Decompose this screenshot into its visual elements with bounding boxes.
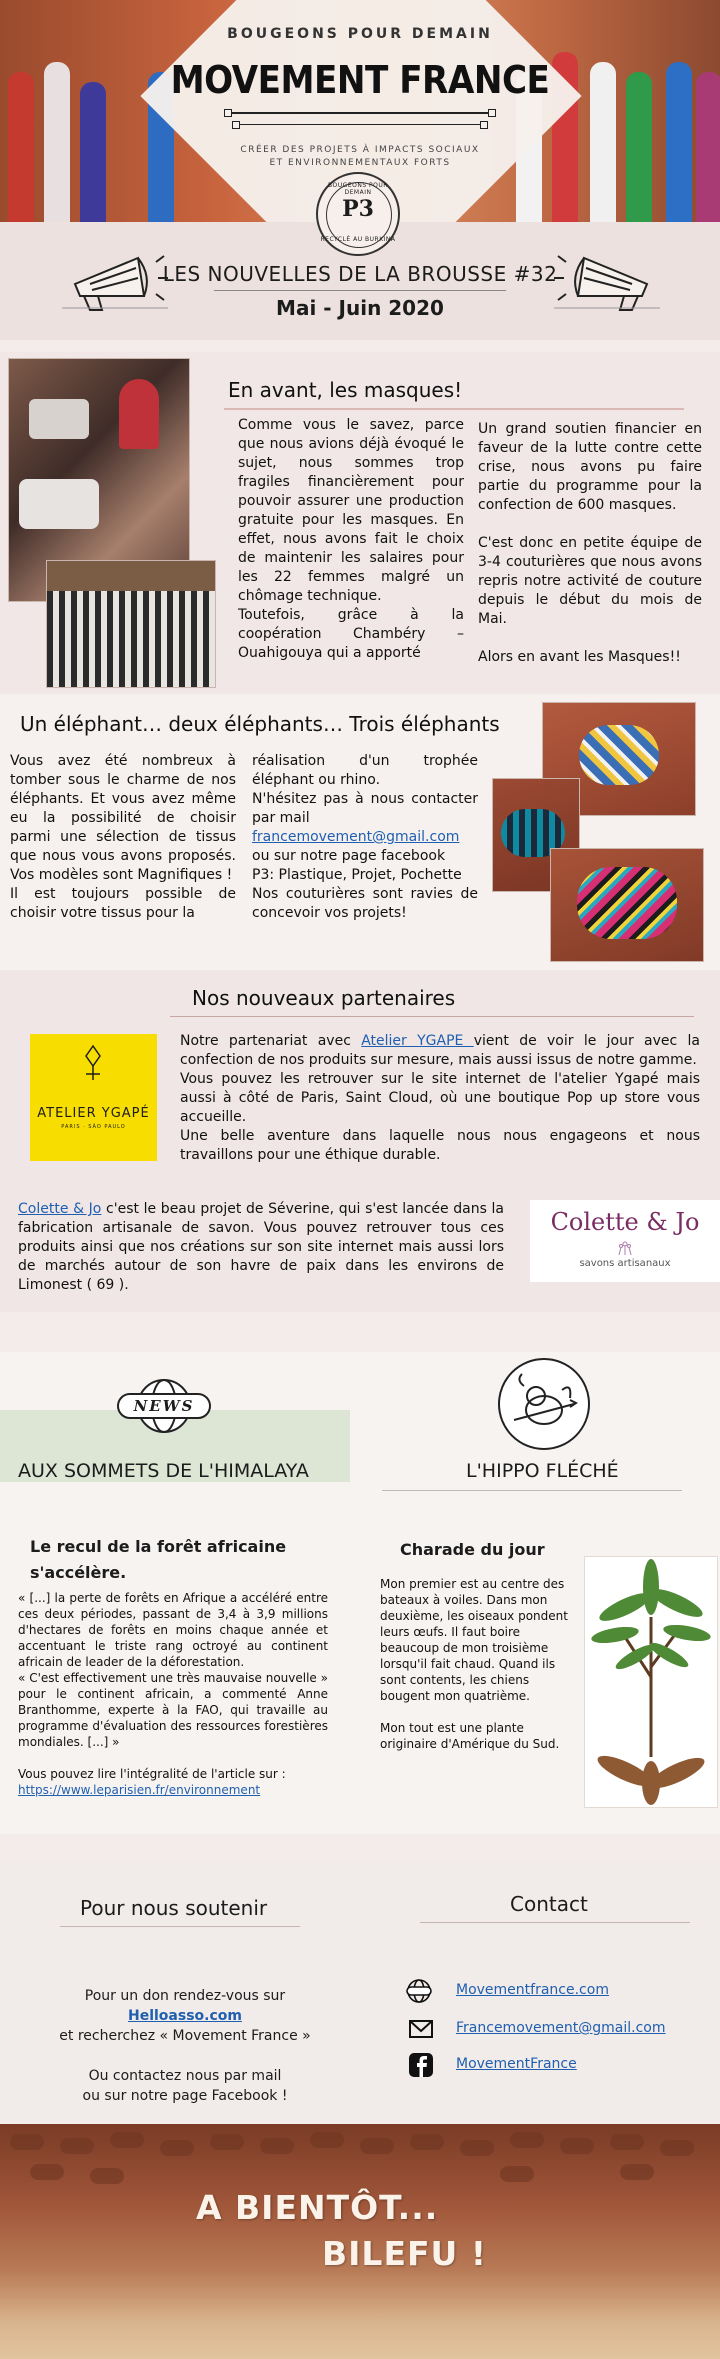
website-link[interactable]: Movementfrance.com	[456, 1982, 609, 1998]
news-badge-text: NEWS	[133, 1397, 195, 1415]
atelier-ygape-link[interactable]: Atelier YGAPE	[361, 1033, 474, 1049]
tagline-line-1: CRÉER DES PROJETS À IMPACTS SOCIAUX	[240, 145, 480, 155]
himalaya-subtitle: Le recul de la forêt africaine s'accélère.	[30, 1537, 287, 1582]
partners-title: Nos nouveaux partenaires	[192, 986, 456, 1010]
ygape-paragraph-1: Notre partenariat avec Atelier YGAPE vient de voir le jour avec la confection de nos produits sur mesure, mais aussi issus de notre gamme.	[180, 1033, 701, 1068]
himalaya-paragraph-2: « C'est effectivement une très mauvaise nouvelle » pour le continent africain, a commenté Anne Branthomme, experte à la FAO, qui travaille au programme d'évaluation des ressources forestières mondiales. [...] »	[18, 1671, 328, 1749]
colette-logo-name: Colette & Jo	[550, 1208, 700, 1236]
masks-col2-paragraph-3: Alors en avant les Masques!!	[478, 649, 681, 665]
support-line-2: et recherchez « Movement France »	[59, 2028, 311, 2044]
elephants-col2-paragraph-5: Nos couturières sont ravies de concevoir vos projets!	[252, 886, 478, 921]
elephants-column-2	[252, 752, 478, 923]
elephant-trophy-photo-3	[550, 848, 704, 962]
cassava-plant-illustration	[584, 1556, 718, 1808]
ygape-paragraph-3: Une belle aventure dans laquelle nous nous engageons et nous travaillons pour une éthique durable.	[180, 1128, 700, 1163]
himalaya-paragraph-1: « [...] la perte de forêts en Afrique a accéléré entre ces deux périodes, passant de 3,4 à 3,9 millions d'hectares de forêts en moins chaque année et accentuant le triste rang octroyé au continent africain de leader de la déforestation.	[18, 1591, 328, 1669]
ygape-logo-sub: PARIS · SÃO PAULO	[61, 1124, 126, 1130]
elephants-col2-paragraph-1: réalisation d'un trophée éléphant ou rhino.	[252, 753, 478, 788]
himalaya-article	[18, 1590, 328, 1798]
elephants-col2-paragraph-3: ou sur notre page facebook	[252, 848, 446, 864]
rule-top	[232, 112, 488, 114]
charade-paragraph-1: Mon premier est au centre des bateaux à voiles. Dans mon deuxième, les oiseaux pondent leurs œufs. Il faut boire beaucoup de mon troisième lorsqu'il fait chaud. Quand ils sont contents, les chiens bougent mon quatrième.	[380, 1577, 568, 1703]
hippo-title: L'HIPPO FLÉCHÉ	[466, 1460, 619, 1482]
email-link[interactable]: francemovement@gmail.com	[252, 829, 460, 845]
support-line-1: Pour un don rendez-vous sur	[84, 1988, 286, 2004]
masks-title: En avant, les masques!	[228, 378, 463, 402]
masks-col2-paragraph-2: C'est donc en petite équipe de 3-4 couturières que nous avons repris notre activité de couture depuis le début du mois de Mai.	[478, 535, 702, 627]
hippo-circle-logo	[498, 1358, 590, 1450]
elephants-col1-paragraph-2: Il est toujours possible de choisir votre tissus pour la	[10, 886, 236, 921]
leparisien-link[interactable]: https://www.leparisien.fr/environnement	[18, 1783, 261, 1797]
elephants-title: Un éléphant… deux éléphants… Trois éléphants	[20, 712, 500, 736]
issue-title: LES NOUVELLES DE LA BROUSSE #32	[162, 262, 558, 286]
masks-column-1	[238, 416, 464, 663]
masks-column-2	[478, 420, 702, 667]
hero-kicker: BOUGEONS POUR DEMAIN	[227, 26, 493, 42]
masks-title-rule	[224, 408, 684, 410]
hero-tagline	[0, 144, 720, 170]
cupid-hippo-icon	[500, 1360, 588, 1448]
charade-paragraph-2: Mon tout est une plante originaire d'Amérique du Sud.	[380, 1721, 560, 1751]
hippo-subtitle: Charade du jour	[400, 1540, 545, 1559]
brand-title: MOVEMENT FRANCE	[170, 58, 550, 102]
himalaya-paragraph-3: Vous pouvez lire l'intégralité de l'article sur :	[18, 1767, 286, 1781]
ygape-paragraph-2: Vous pouvez les retrouver sur le site internet de l'atelier Ygapé mais aussi à côté de Paris, Saint Cloud, où une boutique Pop up store vous accueille.	[180, 1071, 700, 1125]
himalaya-title: AUX SOMMETS DE L'HIMALAYA	[18, 1460, 309, 1482]
atelier-ygape-logo	[30, 1034, 157, 1161]
facebook-link[interactable]: MovementFrance	[456, 2056, 577, 2072]
contact-title: Contact	[510, 1892, 588, 1916]
colette-jo-link[interactable]: Colette & Jo	[18, 1201, 102, 1217]
mail-icon	[408, 2016, 434, 2042]
hippo-title-rule	[382, 1490, 682, 1491]
news-globe-icon	[116, 1376, 212, 1436]
elephants-col2-paragraph-2: N'hésitez pas à nous contacter par mail	[252, 791, 478, 826]
masks-photo	[46, 560, 216, 688]
partners-title-rule	[170, 1016, 694, 1017]
support-title: Pour nous soutenir	[80, 1896, 268, 1920]
contact-title-rule	[420, 1922, 690, 1923]
p3-seal-logo: BOUGEONS POUR DEMAIN P3 RECYCLÉ AU BURKINA	[316, 172, 400, 256]
charade-text	[380, 1576, 576, 1752]
tagline-line-2: ET ENVIRONNEMENTAUX FORTS	[269, 158, 451, 168]
ygape-emblem-icon	[30, 1034, 157, 1104]
colette-jo-logo	[530, 1200, 720, 1282]
masks-col1-paragraph: Comme vous le savez, parce que nous avions déjà évoqué le sujet, nous sommes trop fragiles financièrement pour pouvoir assurer une production gratuite pour les masques. En effet, nous avons fait le choix de maintenir les salaires pour les 22 femmes malgré un chômage technique.	[238, 417, 464, 604]
contact-email-link[interactable]: Francemovement@gmail.com	[456, 2020, 666, 2036]
colette-logo-sub: savons artisanaux	[579, 1258, 671, 1269]
colette-text: Colette & Jo c'est le beau projet de Séverine, qui s'est lancée dans la fabrication artisanale de savon. Vous pouvez retrouver tous ces produits ainsi que nos créations sur son site internet mais aussi lors de marchés autour de son havre de paix dans les environs de Limonest ( 69 ).	[18, 1201, 504, 1293]
elephants-col2-paragraph-4: P3: Plastique, Projet, Pochette	[252, 867, 462, 883]
support-line-4: ou sur notre page Facebook !	[82, 2088, 288, 2104]
flower-icon	[613, 1240, 637, 1254]
www-globe-icon	[406, 1978, 432, 2004]
elephants-column-1	[10, 752, 236, 923]
footer-line-2: BILEFU !	[322, 2234, 487, 2273]
masks-col1-paragraph-2: Toutefois, grâce à la coopération Chambéry – Ouahigouya qui a apporté	[238, 607, 464, 661]
elephants-col1-paragraph-1: Vous avez été nombreux à tomber sous le charme de nos éléphants. Et vous avez même eu la possibilité de choisir parmi une sélection de tissus que nous vous avons proposés. Vos modèles sont Magnifiques !	[10, 753, 236, 883]
support-line-3: Ou contactez nous par mail	[88, 2068, 282, 2084]
facebook-icon	[408, 2052, 434, 2078]
helloasso-link[interactable]: Helloasso.com	[128, 2008, 242, 2024]
footer-line-1: A BIENTÔT...	[196, 2188, 439, 2227]
issue-date: Mai - Juin 2020	[276, 296, 444, 320]
ygape-logo-name: ATELIER YGAPÉ	[37, 1106, 150, 1121]
support-text	[20, 1986, 350, 2106]
issue-divider	[214, 290, 506, 291]
support-title-rule	[60, 1926, 300, 1927]
masks-col2-paragraph-1: Un grand soutien financier en faveur de la lutte contre cette crise, nous avons pu faire partie du programme pour la confection de 600 masques.	[478, 421, 702, 513]
ygape-text	[180, 1032, 700, 1165]
rule-bottom	[240, 124, 480, 125]
